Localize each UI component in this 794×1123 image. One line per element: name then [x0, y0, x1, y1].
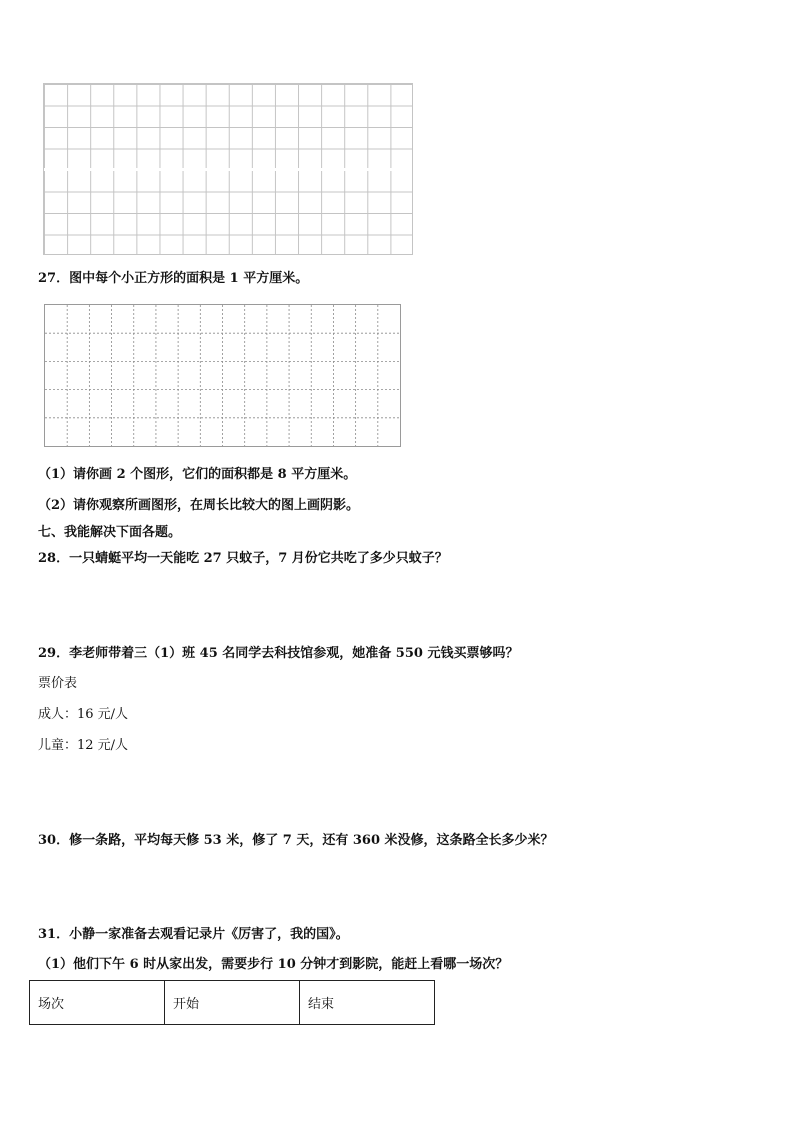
question-31-text: 31．小静一家准备去观看记录片《厉害了，我的国》。 — [38, 927, 349, 942]
question-30-text: 30．修一条路，平均每天修 53 米，修了 7 天，还有 360 米没修，这条路全长多少米？ — [38, 833, 554, 848]
adult-price: 成人：16 元/人 — [38, 707, 129, 722]
table-header-start: 开始 — [165, 981, 300, 1025]
question-29-text: 29．李老师带着三（1）班 45 名同学去科技馆参观，她准备 550 元钱买票够吗？ — [38, 646, 519, 661]
table-header-session: 场次 — [30, 981, 165, 1025]
showtime-table — [29, 980, 435, 1025]
grid-band-divider — [44, 168, 412, 171]
dashed-square-grid — [44, 304, 401, 447]
question-27-part-2: （2）请你观察所画图形，在周长比较大的图上画阴影。 — [38, 498, 360, 513]
child-price: 儿童：12 元/人 — [38, 738, 129, 753]
question-31-part-1: （1）他们下午 6 时从家出发，需要步行 10 分钟才到影院，能赶上看哪一场次？ — [38, 957, 509, 972]
table-header-row — [30, 981, 435, 1025]
dashed-grid-lines — [45, 305, 400, 446]
price-table-title: 票价表 — [38, 676, 78, 691]
question-27-part-1: （1）请你画 2 个图形，它们的面积都是 8 平方厘米。 — [38, 467, 357, 482]
question-27-title: 27．图中每个小正方形的面积是 1 平方厘米。 — [38, 271, 309, 286]
section-7-heading: 七、我能解决下面各题。 — [38, 525, 182, 540]
table-header-end: 结束 — [300, 981, 435, 1025]
square-grid-top — [43, 83, 413, 255]
question-28-text: 28．一只蜻蜓平均一天能吃 27 只蚊子，7 月份它共吃了多少只蚊子？ — [38, 551, 448, 566]
